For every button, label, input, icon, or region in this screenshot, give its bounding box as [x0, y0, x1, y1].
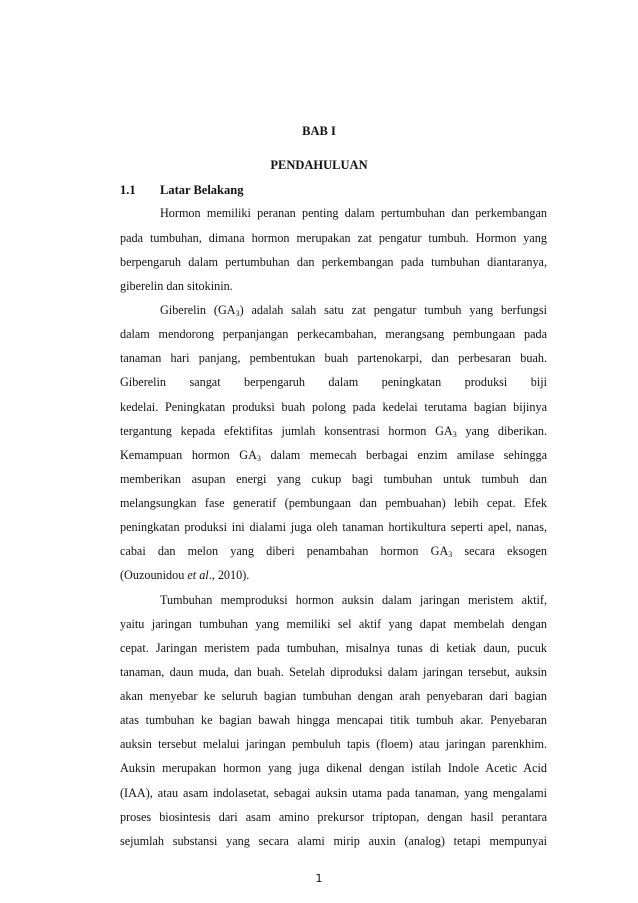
paragraph-line: melangsungkan fase generatif (pembungaan dan pembuahan) lebih cepat. Efek	[120, 496, 547, 510]
paragraph-line: pada tumbuhan, dimana hormon merupakan zat pengatur tumbuh. Hormon yang	[120, 231, 547, 245]
citation-etal: et al	[187, 568, 209, 582]
paragraph-line: cabai dan melon yang diberi penambahan hormon $GA_3$ secara eksogen	[120, 544, 547, 559]
paragraph-line: tanaman hari panjang, pembentukan buah partenokarpi, dan perbesaran buah.	[120, 351, 547, 365]
paragraph-line: memberikan asupan energi yang cukup bagi tumbuhan untuk tumbuh dan	[120, 472, 547, 486]
paragraph-line: Giberelin $(GA_3)$ adalah salah satu zat pengatur tumbuh yang berfungsi	[160, 303, 548, 318]
chapter-heading: BAB I	[302, 124, 336, 138]
paragraph-line: cepat. Jaringan meristem pada tumbuhan, misalnya tunas di ketiak daun, pucuk	[120, 641, 547, 655]
paragraph-line: proses biosintesis dari asam amino prekursor triptopan, dengan hasil perantara	[120, 810, 547, 824]
paragraph-line: (IAA), atau asam indolasetat, sebagai auksin utama pada tanaman, yang mengalami	[120, 786, 547, 800]
paragraph-line: giberelin dan sitokinin.	[120, 279, 233, 293]
paragraph-line: akan menyebar ke seluruh bagian tumbuhan dengan arah penyebaran dari bagian	[120, 689, 547, 703]
paragraph-line: Kemampuan hormon $GA_3$ dalam memecah berbagai enzim amilase sehingga	[120, 448, 547, 463]
paragraph-line: Giberelin sangat berpengaruh dalam peningkatan produksi biji	[120, 375, 547, 389]
paragraph-line: dalam mendorong perpanjangan perkecambahan, merangsang pembungaan pada	[120, 327, 547, 341]
paragraph-line: peningkatan produksi ini dialami juga oleh tanaman hortikultura seperti apel, nanas,	[120, 520, 547, 534]
section-number: 1.1	[120, 183, 136, 197]
paragraph-line: sejumlah substansi yang secara alami mirip auxin (analog) tetapi mempunyai	[120, 834, 547, 848]
section-title: Latar Belakang	[160, 183, 244, 197]
paragraph-line: auksin tersebut melalui jaringan pembuluh tapis (floem) atau jaringan parenkhim.	[120, 737, 547, 751]
paragraph-line: Tumbuhan memproduksi hormon auksin dalam jaringan meristem aktif,	[160, 593, 547, 607]
paragraph-line: Hormon memiliki peranan penting dalam pertumbuhan dan perkembangan	[160, 206, 547, 220]
paragraph-line: berpengaruh dalam pertumbuhan dan perkembangan pada tumbuhan diantaranya,	[120, 255, 547, 269]
paragraph-line: kedelai. Peningkatan produksi buah polong pada kedelai terutama bagian bijinya	[120, 400, 547, 414]
paragraph-line: yaitu jaringan tumbuhan yang memiliki sel aktif yang dapat membelah dengan	[120, 617, 547, 631]
paragraph-line: Auksin merupakan hormon yang juga dikenal dengan istilah Indole Acetic Acid	[120, 761, 547, 775]
paragraph-line: (Ouzounidou et al., 2010).	[120, 568, 250, 582]
chapter-title: PENDAHULUAN	[270, 158, 368, 172]
paragraph-line: atas tumbuhan ke bagian bawah hingga mencapai titik tumbuh akar. Penyebaran	[120, 713, 547, 727]
page-number: 1	[315, 872, 323, 885]
paragraph-line: tergantung kepada efektifitas jumlah konsentrasi hormon $GA_3$ yang diberikan.	[120, 424, 548, 439]
paragraph-line: tanaman, daun muda, dan buah. Setelah diproduksi dalam jaringan tersebut, auksin	[120, 665, 547, 679]
